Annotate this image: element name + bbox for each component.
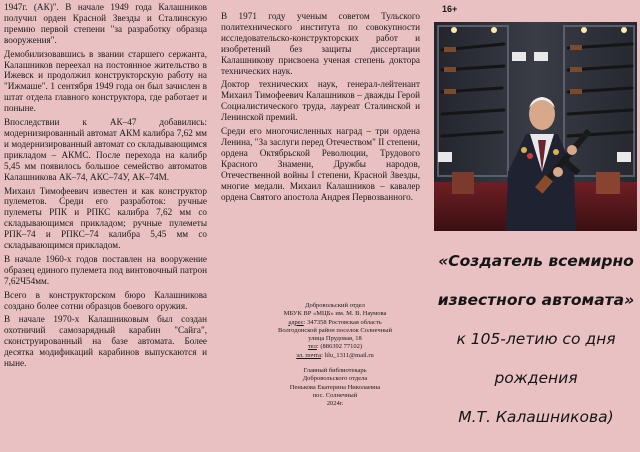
title-line: «Создатель всемирно	[438, 252, 634, 270]
paragraph: Впоследствии к АК–47 добавились: модернизированный автомат АКМ калибра 7,62 мм и модернизированный автомат со складывающимся прикладом – АКМС. После перехода на калибр 5,45 мм появилось большое семейство автоматов Калашникова АК–74, АКС–74У, АК–74М.	[4, 117, 207, 182]
email-line	[260, 352, 410, 360]
paragraph: Всего в конструкторском бюро Калашникова создано более сотни образцов боевого оружия.	[4, 289, 207, 311]
org-name: МБУК ВР «МЦБ» им. М. В. Наумова	[283, 310, 387, 318]
paragraph: Демобилизовавшись в звании старшего сержанта, Калашников переехал на постоянное жительство в Ижевск и продолжил конструкторскую работу на "Ижмаше". 1 сентября 1949 года он был зачислен в штат отдела главного конструктора, где работает и поныне.	[4, 48, 207, 114]
author-line: Добровольского отдела	[302, 375, 368, 383]
title-line: рождения	[494, 369, 578, 387]
paragraph: Доктор технических наук, генерал-лейтенант Михаил Тимофеевич Калашников – дважды Герой Социалистического труда, лауреат Сталинской и Ленинской премий.	[221, 79, 420, 123]
paragraph: В начале 1970-х Калашниковым был создан охотничий самозарядный карабин "Сайга", сконструированный на базе автомата. Более десятка модификаций карабинов выпускаются и ныне.	[4, 314, 207, 369]
phone-value: : (886392 77102)	[316, 343, 363, 351]
address-label: адрес	[288, 318, 304, 326]
author-line: Главный библиотекарь	[303, 367, 367, 375]
title-line: известного автомата»	[437, 291, 635, 309]
address-line	[260, 319, 410, 327]
booklet-title	[432, 242, 640, 437]
title-line: к 105-летию со дня	[456, 330, 616, 348]
paragraph: Михаил Тимофеевич известен и как конструктор пулеметов. Среди его разработок: ручные пулеметы РПК и РПКС калибра 7,62 мм со складывающимся прикладом; ручные пулеметы РПК–74 и РПКС–74 калибра 5,45 мм со складывающимся прикладом.	[4, 185, 207, 251]
author-line: пос. Солнечный	[312, 391, 358, 399]
text-column-left	[4, 2, 207, 372]
phone-label: тел	[307, 343, 317, 351]
paragraph: 1947г. (АК)". В начале 1949 года Калашников получил орден Красной Звезды и Сталинскую премию первой степени "за разработку образца вооружения".	[4, 2, 207, 45]
year: 2024г.	[326, 400, 344, 408]
text-column-middle	[221, 11, 420, 205]
address-value: : 347358 Ростовская область	[303, 318, 382, 326]
address-line: улица Прудовая, 18	[308, 335, 362, 343]
paragraph: В начале 1960-х годов поставлен на вооружение образец единого пулемета под винтовочный патрон 7,62Ч54мм.	[4, 253, 207, 286]
paragraph: Среди его многочисленных наград – три ордена Ленина, "За заслуги перед Отечеством" II степени, ордена Октябрьской Революции, Трудового Красного Знамени, Дружбы народов, Отечественной войны I степени, Красной Звезды, многие медали. Михаил Калашников – кавалер ордена Святого апостола Андрея Первозванного.	[221, 126, 420, 202]
email-value: : lilu_1311@mail.ru	[321, 351, 374, 359]
org-name: Добровольский отдел	[305, 302, 365, 309]
email-label: эл. почта	[296, 351, 322, 359]
address-line: Волгодонской район поселок Солнечный	[278, 326, 392, 334]
phone-line	[260, 343, 410, 351]
library-contact-block	[260, 302, 410, 409]
paragraph: В 1971 году ученым советом Тульского политехнического института по совокупности исследовательско-конструкторских работ и изобретений без защиты диссертации Калашникову присвоена ученая степень доктора технических наук.	[221, 11, 420, 76]
title-line: М.Т. Калашникова)	[458, 408, 614, 426]
portrait-photo	[434, 22, 637, 231]
author-line: Пенькова Екатерина Николаевна	[289, 383, 381, 391]
age-rating-badge: 16+	[442, 4, 458, 14]
